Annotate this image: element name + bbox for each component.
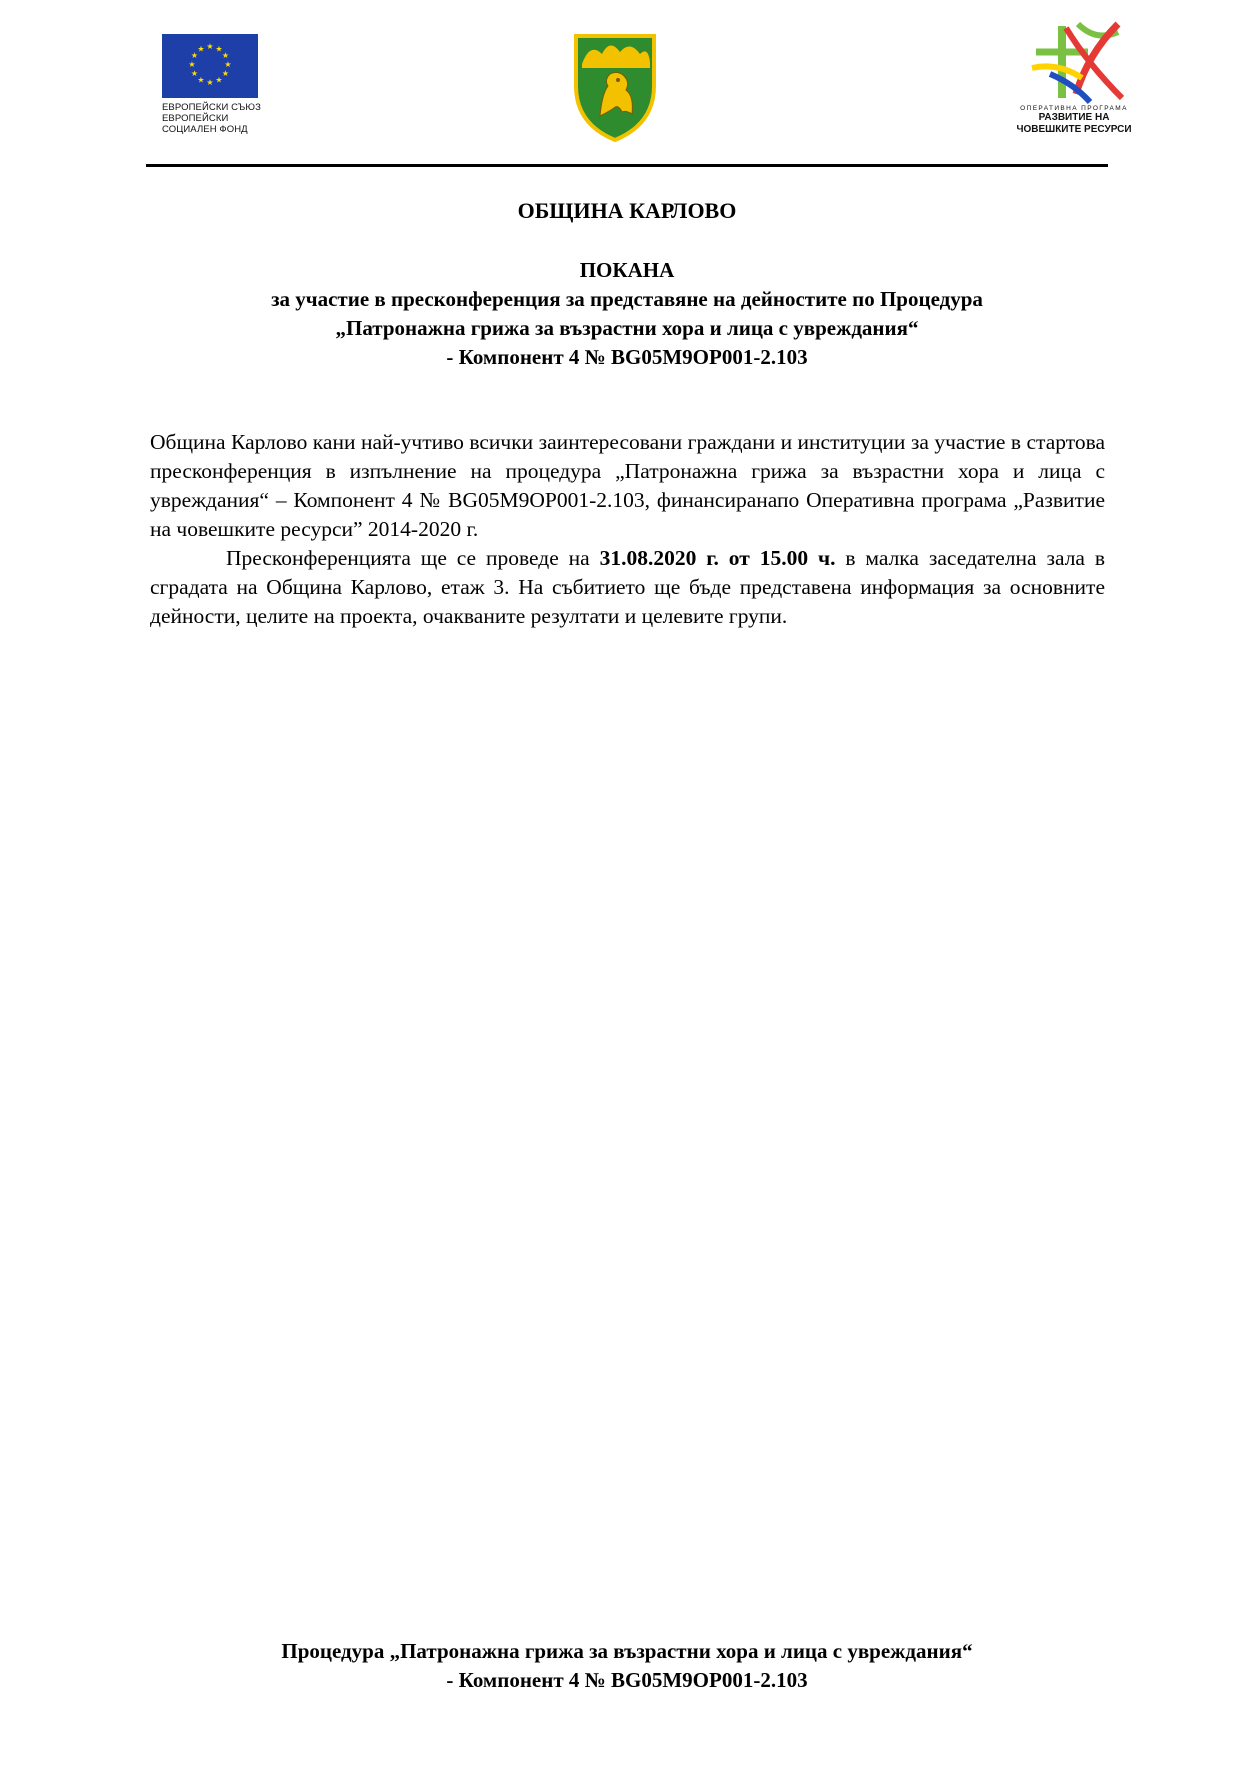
invitation-title-block <box>146 256 1108 372</box>
svg-text:★: ★ <box>206 42 214 51</box>
svg-text:★: ★ <box>197 44 205 54</box>
invitation-subtitle-line: „Патронажна грижа за възрастни хора и лица с увреждания“ <box>335 316 919 340</box>
op-hrd-logo <box>1004 18 1144 136</box>
svg-text:★: ★ <box>224 60 232 69</box>
body-paragraph-2 <box>150 544 1105 631</box>
svg-text:★: ★ <box>190 69 199 78</box>
invitation-component-line: - Компонент 4 № BG05M9OP001-2.103 <box>446 345 808 369</box>
svg-text:★: ★ <box>215 44 223 54</box>
invitation-body <box>150 428 1105 631</box>
svg-text:★: ★ <box>221 51 230 60</box>
op-caption-big: ЧОВЕШКИТЕ РЕСУРСИ <box>1016 124 1132 135</box>
op-caption-big: РАЗВИТИЕ НА <box>1038 112 1110 123</box>
header-divider <box>146 164 1108 167</box>
paragraph2-start: Пресконференцията ще се проведе на <box>226 546 600 570</box>
eu-flag-icon <box>162 34 258 98</box>
invitation-heading: ПОКАНА <box>579 258 675 282</box>
body-paragraph-1: Община Карлово кани най-учтиво всички заинтересовани граждани и институции за участие в стартова пресконференция в изпълнение на процедура „Патронажна грижа за възрастни хора и лица с увреждания“ – Компонент 4 № BG05M9OP001-2.103, финансиранапо Оперативна програма „Развитие на човешките ресурси” 2014-2020 г. <box>150 430 1105 541</box>
svg-text:★: ★ <box>197 75 205 85</box>
svg-text:★: ★ <box>206 78 214 87</box>
footer-line: Процедура „Патронажна грижа за възрастни хора и лица с увреждания“ <box>281 1639 973 1663</box>
eu-logo <box>162 34 270 135</box>
eu-caption-line: СОЦИАЛЕН ФОНД <box>162 124 248 135</box>
municipality-title: ОБЩИНА КАРЛОВО <box>517 198 737 223</box>
footer-line: - Компонент 4 № BG05M9OP001-2.103 <box>446 1668 808 1692</box>
svg-text:★: ★ <box>215 75 223 85</box>
eu-caption <box>162 102 270 135</box>
svg-text:★: ★ <box>190 51 199 60</box>
paragraph2-end: в малка заседателна зала в сградата на Община Карлово, етаж 3. На събитието ще бъде представена информация за основните дейности, целите на проекта, очакваните резултати и целевите групи. <box>150 546 1106 628</box>
op-caption <box>1004 105 1144 136</box>
eu-caption-line: ЕВРОПЕЙСКИ <box>162 113 229 124</box>
eu-caption-line: ЕВРОПЕЙСКИ СЪЮЗ <box>162 102 261 113</box>
svg-text:★: ★ <box>188 60 196 69</box>
op-hrd-mark-icon <box>1018 18 1124 104</box>
karlovo-crest-icon <box>570 24 660 144</box>
event-date-time: 31.08.2020 г. от 15.00 ч. <box>599 546 836 570</box>
page-footer <box>146 1637 1108 1695</box>
invitation-subtitle-line: за участие в пресконференция за представяне на дейностите по Процедура <box>271 287 983 311</box>
op-caption-small: ОПЕРАТИВНА ПРОГРАМА <box>1020 105 1128 112</box>
svg-text:★: ★ <box>221 69 230 78</box>
